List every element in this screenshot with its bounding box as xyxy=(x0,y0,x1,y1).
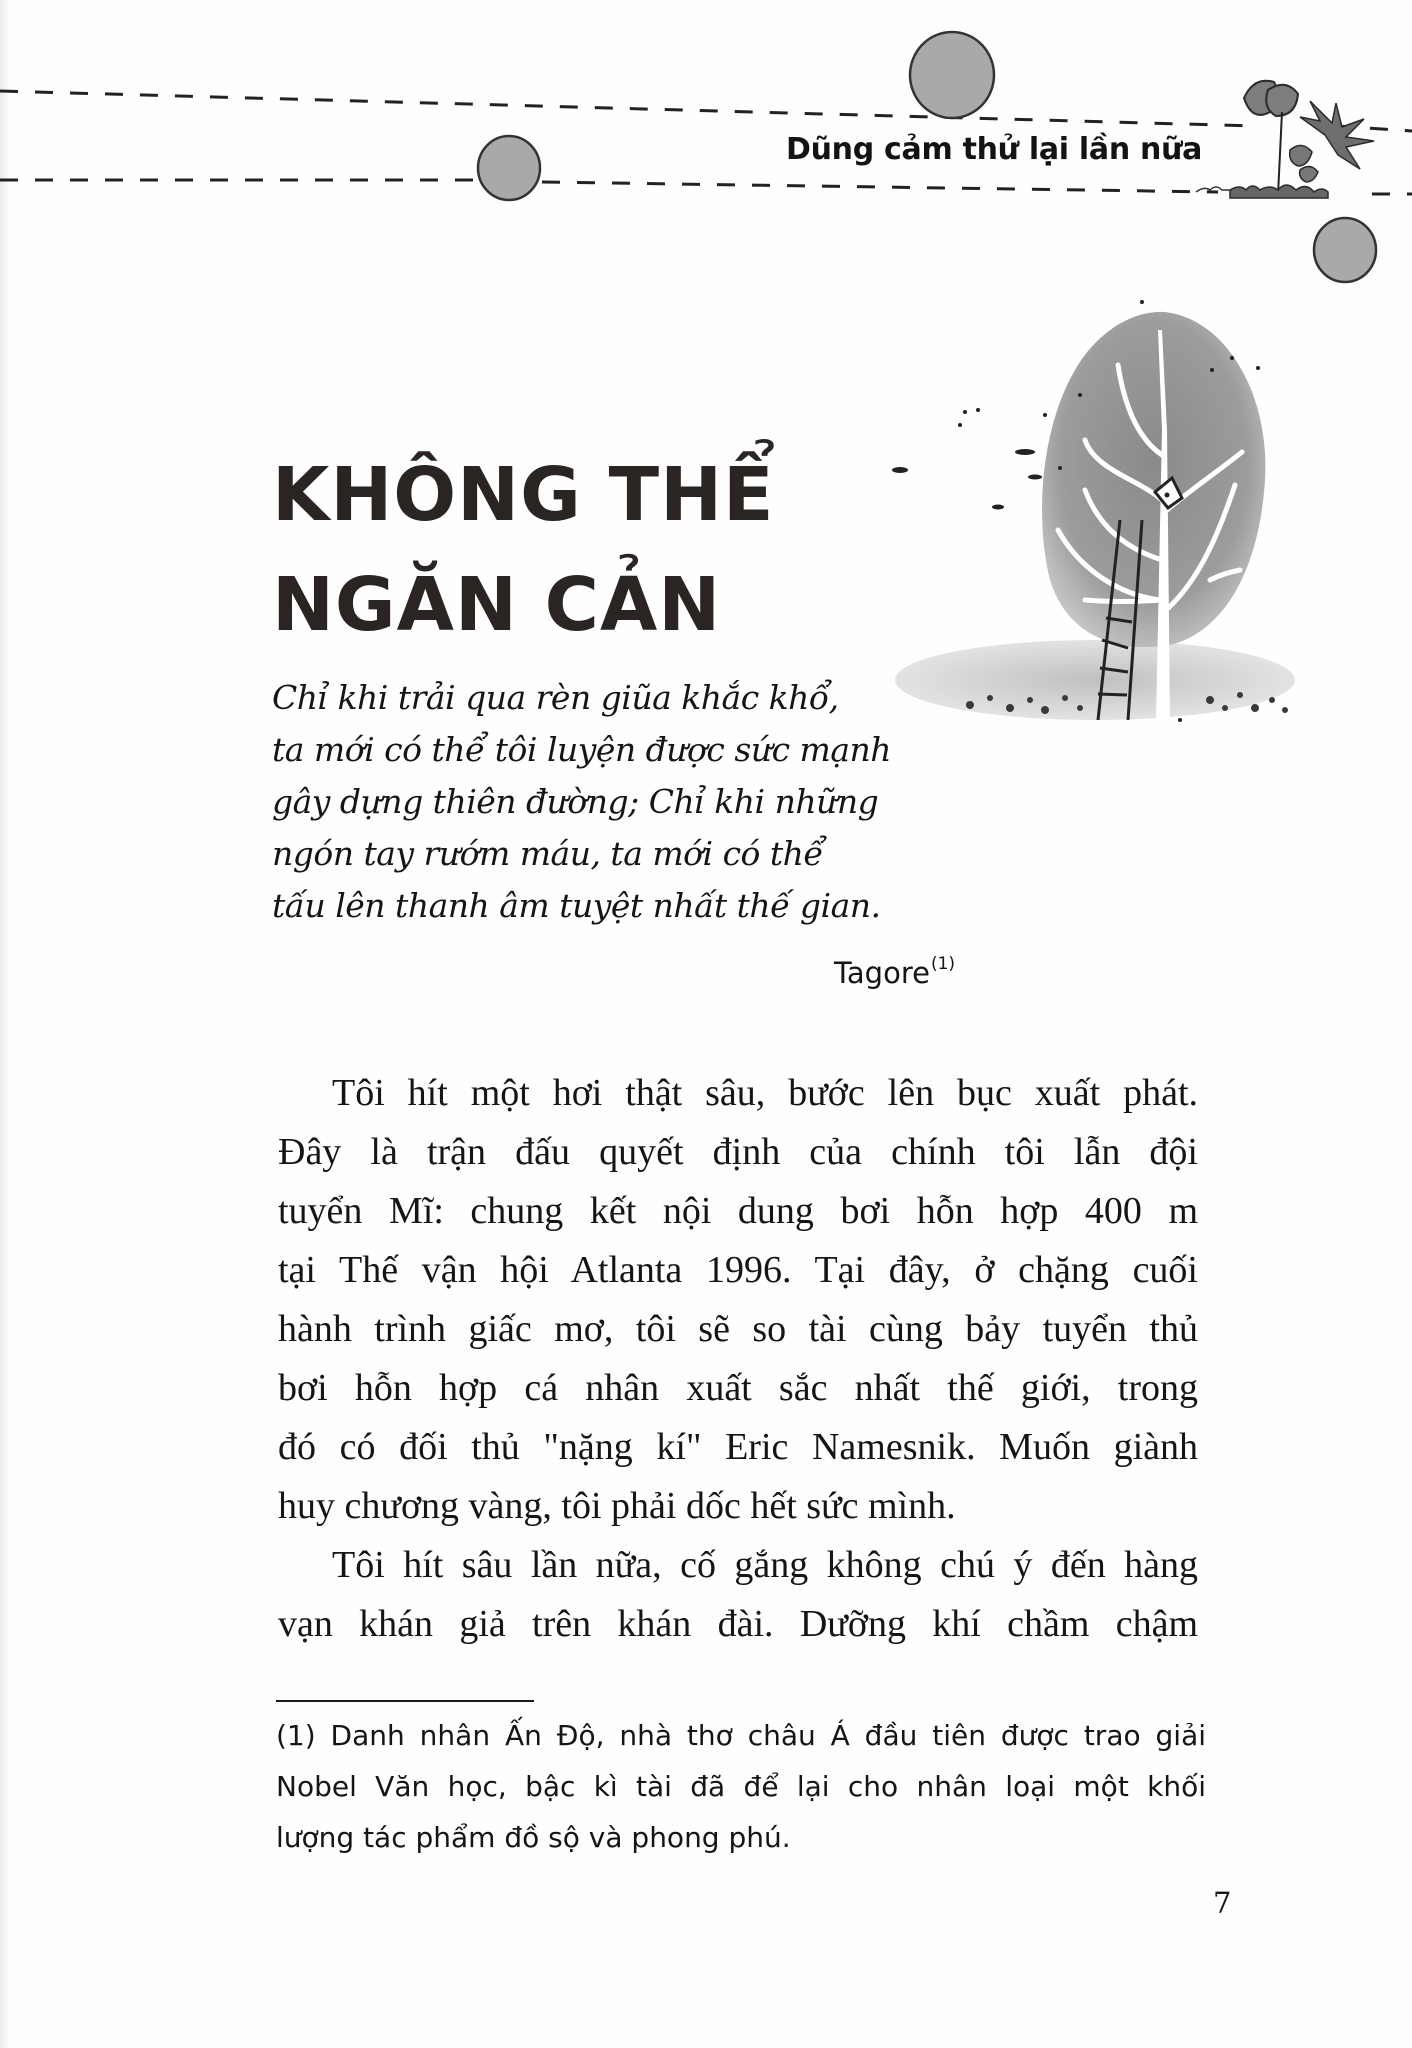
epigraph-line: gây dựng thiên đường; Chỉ khi những xyxy=(272,782,879,821)
footnote xyxy=(276,1710,1206,1863)
author-name: Tagore xyxy=(834,956,930,990)
body-text xyxy=(278,1064,1198,1654)
text-line: Đây là trận đấu quyết định của chính tôi lẫn đội xyxy=(278,1131,1198,1173)
text-line: tuyển Mĩ: chung kết nội dung bơi hỗn hợp 400 m xyxy=(278,1190,1198,1232)
running-head-title: Dũng cảm thử lại lần nữa xyxy=(786,132,1203,167)
page-number: 7 xyxy=(1213,1886,1232,1920)
dashed-line-top-icon xyxy=(0,91,1412,131)
text-line: đó có đối thủ "nặng kí" Eric Namesnik. Muốn giành xyxy=(278,1426,1198,1468)
epigraph-line: tấu lên thanh âm tuyệt nhất thế gian. xyxy=(272,886,881,925)
chapter-title-line: NGĂN CẢN xyxy=(272,562,722,648)
tree-icon xyxy=(892,300,1295,722)
paragraph xyxy=(278,1536,1198,1654)
chapter-title xyxy=(272,440,775,660)
dashed-line-bottom-icon xyxy=(0,180,1412,194)
footnote-line: lượng tác phẩm đồ sộ và phong phú. xyxy=(276,1821,791,1854)
footnote-line: (1) Danh nhân Ấn Độ, nhà thơ châu Á đầu tiên được trao giải xyxy=(276,1719,1206,1752)
chapter-title-line: KHÔNG THỂ xyxy=(272,452,775,538)
paragraph xyxy=(278,1064,1198,1536)
epigraph-line: ta mới có thể tôi luyện được sức mạnh xyxy=(272,730,892,769)
text-line: hành trình giấc mơ, tôi sẽ so tài cùng bảy tuyển thủ xyxy=(278,1308,1198,1350)
text-line: Tôi hít một hơi thật sâu, bước lên bục xuất phát. xyxy=(332,1072,1198,1114)
epigraph-line: ngón tay rướm máu, ta mới có thể xyxy=(272,834,824,873)
text-line: vạn khán giả trên khán đài. Dưỡng khí chầm chậm xyxy=(278,1603,1198,1645)
epigraph-quote xyxy=(272,672,912,932)
footnote-reference: (1) xyxy=(930,954,956,974)
footnote-divider xyxy=(276,1700,534,1702)
epigraph-attribution xyxy=(834,954,955,990)
plant-icon xyxy=(1196,81,1374,198)
epigraph-line: Chỉ khi trải qua rèn giũa khắc khổ, xyxy=(272,678,839,717)
text-line: tại Thế vận hội Atlanta 1996. Tại đây, ở chặng cuối xyxy=(278,1249,1198,1291)
text-line: bơi hỗn hợp cá nhân xuất sắc nhất thế giới, trong xyxy=(278,1367,1198,1409)
tree-illustration xyxy=(880,280,1310,730)
footnote-line: Nobel Văn học, bậc kì tài đã để lại cho nhân loại một khối xyxy=(276,1770,1206,1803)
text-line: Tôi hít sâu lần nữa, cố gắng không chú ý đến hàng xyxy=(332,1544,1198,1586)
text-line: huy chương vàng, tôi phải dốc hết sức mình. xyxy=(278,1485,956,1527)
